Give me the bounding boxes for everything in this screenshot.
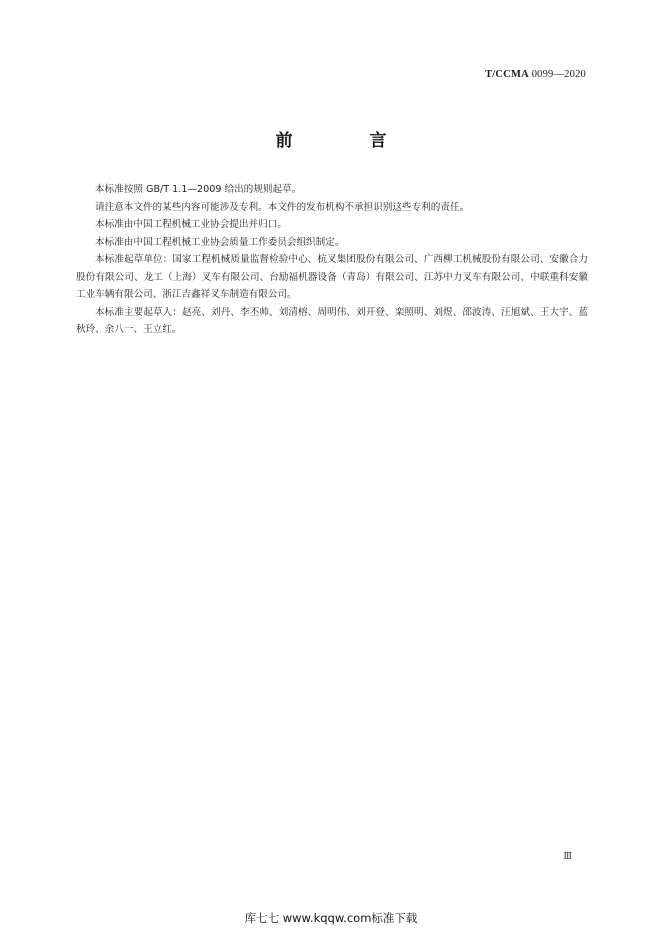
paragraph-drafting-units: 本标准起草单位：国家工程机械质量监督检验中心、杭叉集团股份有限公司、广西柳工机械股份有限公司、安徽合力股份有限公司、龙工（上海）叉车有限公司、台励福机器设备（青岛）有限公司、江苏中力叉车有限公司、中联重科安徽工业车辆有限公司、浙江吉鑫祥叉车制造有限公司。 [76, 254, 588, 300]
paragraph-drafters: 本标准主要起草人：赵亮、刘丹、李丕帅、刘清榕、周明伟、刘开登、栾照明、刘煜、邵波涛、汪旭斌、王大宇、蓝秋玲、余八一、王立红。 [76, 306, 588, 335]
page-number: Ⅲ [563, 851, 572, 861]
paragraph-organizer: 本标准由中国工程机械工业协会质量工作委员会组织制定。 [95, 236, 345, 248]
page-title: 前 言 [275, 131, 417, 151]
standard-doc-number: 0099—2020 [531, 69, 586, 80]
paragraph-proposer: 本标准由中国工程机械工业协会提出并归口。 [95, 219, 287, 230]
standard-code [485, 69, 586, 80]
foreword-body [76, 181, 588, 339]
site-watermark: 库七七 www.kqqw.com标准下载 [244, 911, 418, 925]
standard-org-code: T/CCMA [485, 69, 529, 80]
paragraph-drafting-rules: 本标准按照 GB/T 1.1—2009 给出的规则起草。 [95, 184, 302, 195]
paragraph-patent-notice: 请注意本文件的某些内容可能涉及专利。本文件的发布机构不承担识别这些专利的责任。 [95, 201, 470, 213]
